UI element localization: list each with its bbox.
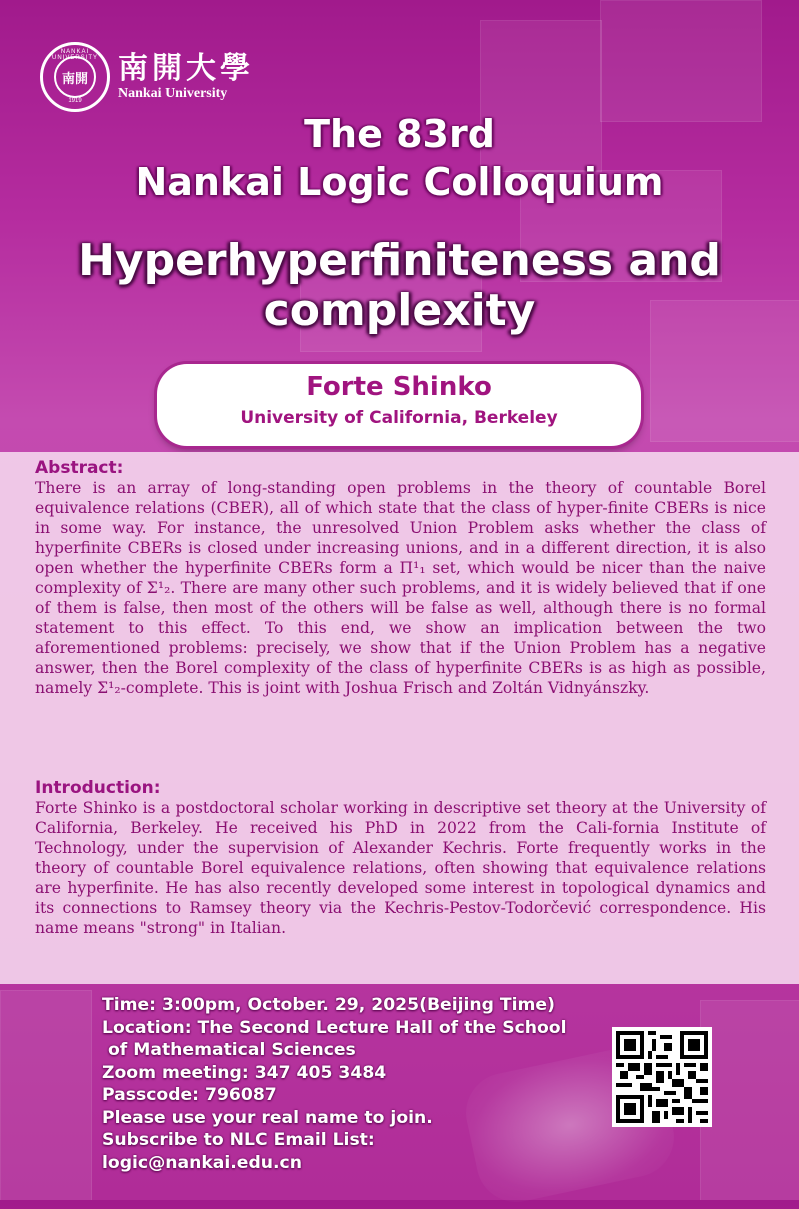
- talk-title-line2: complexity: [263, 285, 536, 336]
- event-time: Time: 3:00pm, October. 29, 2025(Beijing Time): [102, 995, 555, 1015]
- contact-email[interactable]: logic@nankai.edu.cn: [102, 1152, 302, 1173]
- abstract-text: There is an array of long-standing open problems in the theory of countable Borel equivalence relations (CBER), all of which state that the class of hyper-finite CBERs is nice in some way. For instance, the unresolved Union Problem asks whether the class of hyperfinite CBERs is closed under increasing unions, and in a different direction, it is also open whether the hyperfinite CBERs form a Π¹₁ set, which would be nicer than the naive complexity of Σ¹₂. There are many other such problems, and it is widely believed that if one of them is false, then most of the others will be false as well, although there is no formal statement to this effect. To this end, we show an implication between the two aforementioned problems: precisely, we show that if the Union Problem has a negative answer, then the Borel complexity of the class of hyperfinite CBERs is as high as possible, namely Σ¹₂-complete. This is joint with Joshua Frisch and Zoltán Vidnyánszky.: [35, 479, 766, 697]
- subscribe-label: Subscribe to NLC Email List:: [102, 1130, 375, 1150]
- university-seal: [40, 42, 110, 112]
- university-name-en: Nankai University: [118, 86, 228, 101]
- seal-year: 1919: [68, 98, 82, 104]
- event-location-line2: of Mathematical Sciences: [102, 1040, 356, 1060]
- talk-title: [60, 236, 739, 336]
- event-info: [102, 994, 622, 1174]
- abstract-section: [0, 458, 799, 698]
- qr-code-icon: [616, 1031, 708, 1123]
- speaker-card: [157, 364, 641, 446]
- speaker-affiliation: University of California, Berkeley: [240, 408, 558, 428]
- introduction-heading: Introduction:: [35, 778, 161, 798]
- event-location-line1: Location: The Second Lecture Hall of the School: [102, 1017, 567, 1038]
- zoom-meeting-id: Zoom meeting: 347 405 3484: [102, 1062, 387, 1083]
- introduction-section: [0, 778, 799, 938]
- event-title-line2: Nankai Logic Colloquium: [135, 160, 664, 204]
- speaker-name: Forte Shinko: [306, 372, 492, 402]
- university-logo: [40, 42, 254, 112]
- seal-top-text: NANKAI UNIVERSITY: [51, 49, 98, 61]
- zoom-passcode: Passcode: 796087: [102, 1085, 277, 1105]
- qr-code[interactable]: [612, 1027, 712, 1127]
- abstract-heading: Abstract:: [35, 458, 124, 478]
- content-panel: [0, 452, 799, 984]
- event-title: [0, 110, 799, 206]
- university-name-cn: 南開大學: [118, 51, 254, 86]
- seal-center-text: 南開: [61, 71, 88, 87]
- introduction-text: Forte Shinko is a postdoctoral scholar working in descriptive set theory at the University of California, Berkeley. He received his PhD in 2022 from the Cali-fornia Institute of Technology, under the supervision of Alexander Kechris. Forte frequently works in the theory of countable Borel equivalence relations, often showing that equivalence relations are hyperfinite. He has also recently developed some interest in topological dynamics and its connections to Ramsey theory via the Kechris-Pestov-Todorčević correspondence. His name means "strong" in Italian.: [35, 799, 766, 937]
- talk-title-line1: Hyperhyperfiniteness and: [78, 235, 721, 286]
- join-note: Please use your real name to join.: [102, 1107, 433, 1128]
- event-title-line1: The 83rd: [304, 112, 495, 156]
